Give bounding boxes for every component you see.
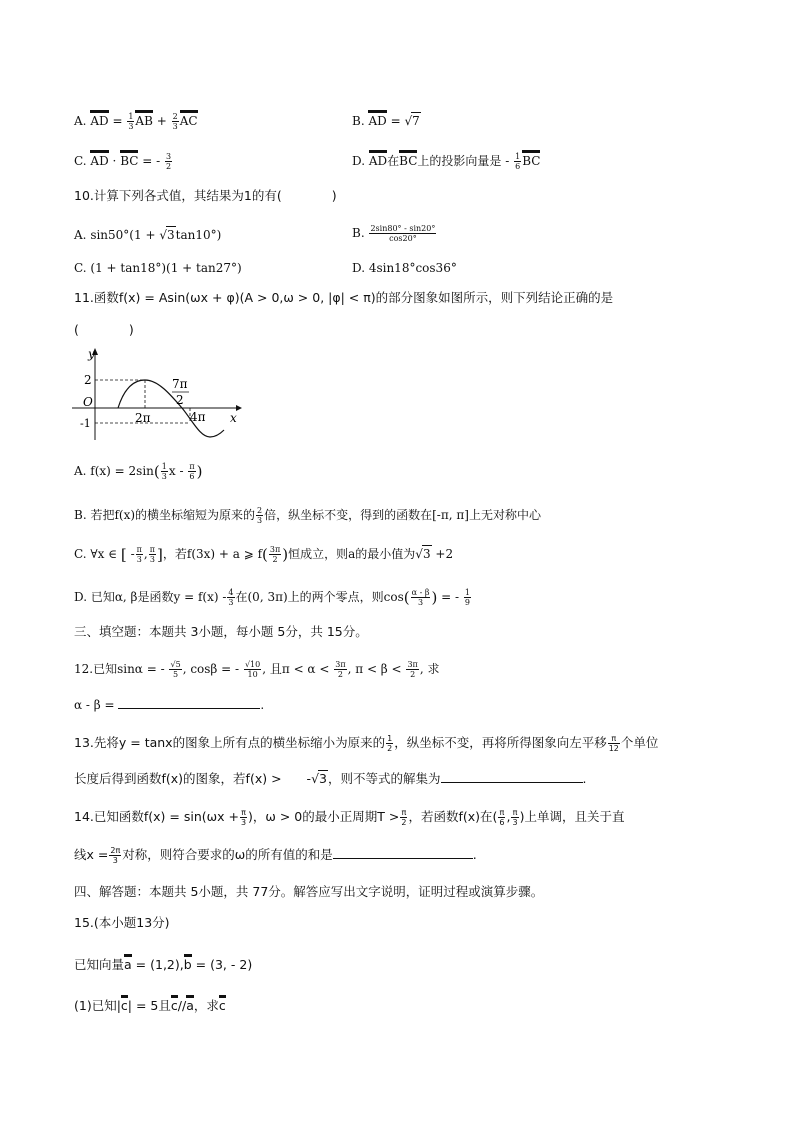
q10-option-c: C. (1 + tan18°)(1 + tan27°) (74, 261, 242, 275)
q9-option-b: B. AD = √7 (352, 110, 421, 129)
q11-option-b: B. 若把f(x)的横坐标缩短为原来的 $\frac{2}{3}$ 倍，纵坐标不变，得到的函数在[-π, π]上无对称中心 (74, 506, 541, 525)
tick-neg1: -1 (80, 417, 91, 430)
sqrt-sign: √ (159, 228, 167, 242)
section-4-heading: 四、解答题：本题共 5小题，共 77分。解答应写出文字说明，证明过程或演算步骤。 (74, 884, 544, 899)
fraction: $\frac{2}{3}$ (257, 506, 263, 525)
q11-option-a: A. f(x) = 2sin( $\frac{1}{3}$ x - $\frac{\pi}{6}$ ) (74, 462, 203, 481)
fraction: $\frac{3\pi}{2}$ (407, 660, 418, 679)
y-label: y (88, 347, 95, 361)
q12-answer-line: α - β = . (74, 698, 265, 712)
q14-line2: 线x = $\frac{2\pi}{3}$ 对称，则符合要求的ω的所有值的和是 . (74, 846, 477, 865)
vector-ad: AD (90, 110, 108, 129)
tick-7pi-num: 7π (172, 377, 188, 391)
q10-option-a: A. sin50°(1 + √3tan10°) (74, 228, 222, 242)
sqrt-sign: √ (311, 771, 320, 786)
q9-option-c: C. AD · BC = - $\frac{3}{2}$ (74, 152, 172, 171)
vector-ab: AB (135, 110, 152, 129)
vector-ad: AD (368, 110, 386, 129)
tick-2: 2 (84, 373, 92, 387)
q12-stem: 12.已知sinα = - $\frac{√5}{5}$ , cosβ = - $\frac{√10}{10}$ , 且π < α < $\frac{3\pi}{2}$ , π < β < $\frac{3\pi}{2}$ , 求 (74, 660, 440, 679)
q10-option-b: B. $\frac{2\sin 80^\circ - \sin 20^\circ}{\cos 20^\circ}$ (352, 224, 436, 243)
q10-option-d: D. 4sin18°cos36° (352, 261, 457, 275)
q14-stem: 14.已知函数f(x) = sin(ωx + $\frac{\pi}{3}$ )，ω > 0的最小正周期T > $\frac{\pi}{2}$ ，若函数f(x)在( $\frac{\pi}{6}$ , $\frac{\pi}{3}$ )上单调，且关于直 (74, 808, 625, 827)
fraction: $\frac{\pi}{6}$ (189, 462, 195, 481)
fraction: $\frac{1}{9}$ (464, 588, 470, 607)
fraction: $\frac{1}{6}$ (515, 152, 521, 171)
tick-4pi: 4π (190, 410, 206, 424)
fraction: $\frac{3\pi}{2}$ (335, 660, 346, 679)
tick-7pi-den: 2 (176, 393, 184, 407)
sine-graph (70, 346, 245, 441)
vector-b: b (184, 954, 192, 973)
x-axis-arrow (236, 405, 242, 411)
sqrt-sign: √ (404, 114, 413, 128)
answer-blank[interactable] (333, 858, 473, 859)
q10-stem: 10.计算下列各式值，其结果为1的有( ) (74, 188, 337, 203)
tick-2pi: 2π (135, 411, 151, 425)
fraction: $\frac{\pi}{12}$ (608, 734, 619, 753)
vector-a: a (186, 995, 194, 1014)
fraction: $\frac{\alpha - \beta}{3}$ (411, 588, 430, 607)
sqrt-sign: √ (415, 547, 423, 561)
q11-stem: 11.函数f(x) = Asin(ωx + φ)(A > 0,ω > 0, |φ| < π)的部分图象如图所示，则下列结论正确的是 (74, 290, 614, 305)
fraction: $\frac{3\pi}{2}$ (269, 545, 281, 564)
q15-part1: (1)已知|c| = 5且c//a，求c (74, 995, 226, 1014)
fraction: $\frac{1}{3}$ (161, 462, 167, 481)
vector-c: c (171, 995, 178, 1014)
vector-c: c (219, 995, 226, 1014)
fraction: $\frac{2}{3}$ (172, 112, 178, 131)
section-3-heading: 三、填空题：本题共 3小题，每小题 5分，共 15分。 (74, 624, 368, 639)
q15-given: 已知向量a = (1,2),b = (3, - 2) (74, 954, 252, 973)
fraction: $\frac{4}{3}$ (228, 588, 234, 607)
answer-blank[interactable] (441, 782, 583, 783)
vector-c: c (121, 995, 128, 1014)
fraction: $\frac{\pi}{3}$ (512, 808, 518, 827)
fraction: $\frac{1}{3}$ (128, 112, 134, 131)
fraction: $\frac{\pi}{3}$ (136, 545, 142, 564)
q15-header: 15.(本小题13分) (74, 915, 170, 930)
q9-option-a: A. AD = $\frac{1}{3}$ AB + $\frac{2}{3}$ AC (74, 112, 198, 131)
fraction: $\frac{\pi}{6}$ (499, 808, 505, 827)
fraction: $\frac{3}{2}$ (166, 152, 172, 171)
fraction: $\frac{\pi}{3}$ (240, 808, 247, 827)
fraction: $\frac{\pi}{2}$ (401, 808, 407, 827)
q13-line2: 长度后得到函数f(x)的图象，若f(x) > -√3，则不等式的解集为 . (74, 771, 587, 786)
x-label: x (230, 411, 237, 425)
fraction: $\frac{√10}{10}$ (244, 660, 261, 679)
q11-option-d: D. 已知α, β是函数y = f(x) - $\frac{4}{3}$ 在(0, 3π)上的两个零点，则cos( $\frac{\alpha - \beta}{3}$ ) = - $\frac{1}{9}$ (74, 588, 470, 607)
fraction: $\frac{\pi}{3}$ (149, 545, 156, 564)
vector-ad: AD (90, 150, 108, 169)
vector-ad: AD (369, 150, 387, 169)
fraction: $\frac{1}{2}$ (387, 734, 393, 753)
vector-ac: AC (180, 110, 198, 129)
fraction: $\frac{√5}{5}$ (170, 660, 181, 679)
fraction: $\frac{2\pi}{3}$ (110, 846, 121, 865)
q9-option-d: D. AD在BC上的投影向量是 - $\frac{1}{6}$ BC (352, 152, 541, 171)
vector-bc: BC (399, 150, 417, 169)
vector-a: a (124, 954, 132, 973)
q13-stem: 13.先将y = tanx的图象上所有点的横坐标缩小为原来的 $\frac{1}{2}$ ，纵坐标不变，再将所得图象向左平移 $\frac{\pi}{12}$ 个单位 (74, 734, 659, 753)
vector-bc: BC (522, 150, 540, 169)
origin-label: O (83, 395, 93, 409)
answer-blank[interactable] (118, 708, 260, 709)
vector-bc: BC (120, 150, 138, 169)
q11-stem-paren: ( ) (74, 322, 134, 337)
fraction: $\frac{2\sin 80^\circ - \sin 20^\circ}{\cos 20^\circ}$ (370, 224, 436, 243)
q11-option-c: C. ∀x ∈ [ - $\frac{\pi}{3}$ , $\frac{\pi}{3}$ ]，若f(3x) + a ⩾ f( $\frac{3\pi}{2}$ )恒成立，则a的最小值为√3 +2 (74, 545, 454, 564)
